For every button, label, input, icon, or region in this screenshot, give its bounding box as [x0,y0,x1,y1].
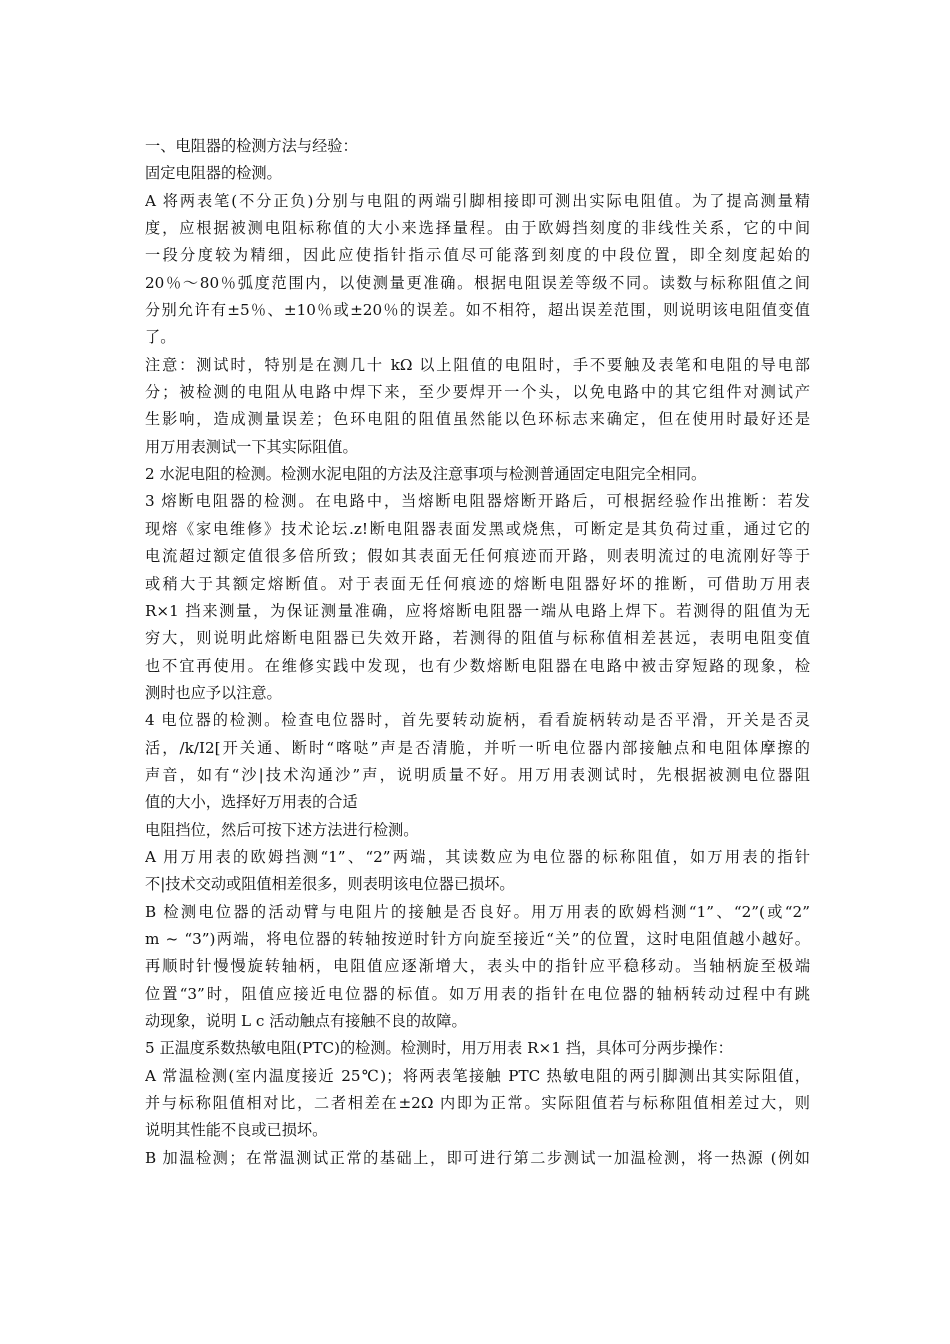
text-line: 电流超过额定值很多倍所致；假如其表面无任何痕迹而开路，则表明流过的电流刚好等于 [145,547,810,566]
text-line: 位置“3”时，阻值应接近电位器的标值。如万用表的指针在电位器的轴柄转动过程中有跳 [145,984,810,1003]
text-line: 不|技术交动或阻值相差很多，则表明该电位器已损坏。 [145,875,515,894]
text-line: 度，应根据被测电阻标称值的大小来选择量程。由于欧姆挡刻度的非线性关系，它的中间 [145,219,810,238]
text-line: 5 正温度系数热敏电阻(PTC)的检测。检测时，用万用表 R×1 挡，具体可分两步操作： [145,1039,733,1058]
text-line: 生影响，造成测量误差；色环电阻的阻值虽然能以色环标志来确定，但在使用时最好还是 [145,410,810,429]
text-line: 声音，如有“沙|技术沟通沙”声，说明质量不好。用万用表测试时，先根据被测电位器阻 [145,765,810,784]
text-line: 值的大小，选择好万用表的合适 [145,793,358,812]
text-line: 穷大，则说明此熔断电阻器已失效开路，若测得的阻值与标称值相差甚远，表明电阻变值 [145,629,810,648]
text-line: m ~ “3”)两端，将电位器的转轴按逆时针方向旋至接近“关”的位置，这时电阻值越小越好。 [145,929,810,948]
text-line: 注意：测试时，特别是在测几十 kΩ 以上阻值的电阻时，手不要触及表笔和电阻的导电部 [145,355,810,374]
text-line: R×1 挡来测量，为保证测量准确，应将熔断电阻器一端从电路上焊下。若测得的阻值为无 [145,601,810,620]
text-line: 活，/k/I2[开关通、断时“喀哒”声是否清脆，并听一听电位器内部接触点和电阻体摩擦的 [145,738,810,757]
text-line: 电阻挡位，然后可按下述方法进行检测。 [145,820,419,839]
text-line: A 将两表笔(不分正负)分别与电阻的两端引脚相接即可测出实际电阻值。为了提高测量精 [145,191,810,210]
text-line: 分别允许有±5％、±10％或±20％的误差。如不相符，超出误差范围，则说明该电阻值变值 [145,301,810,320]
text-line: A 用万用表的欧姆挡测“1”、“2”两端，其读数应为电位器的标称阻值，如万用表的指针 [145,847,810,866]
text-line: 一、电阻器的检测方法与经验： [145,137,358,155]
text-line: 4 电位器的检测。检查电位器时，首先要转动旋柄，看看旋柄转动是否平滑，开关是否灵 [145,711,810,730]
text-line: 也不宜再使用。在维修实践中发现，也有少数熔断电阻器在电路中被击穿短路的现象，检 [145,656,810,675]
text-line: 分；被检测的电阻从电路中焊下来，至少要焊开一个头，以免电路中的其它组件对测试产 [145,383,810,402]
text-line: 固定电阻器的检测。 [145,164,282,183]
text-line: 3 熔断电阻器的检测。在电路中，当熔断电阻器熔断开路后，可根据经验作出推断：若发 [145,492,810,511]
text-line: 20％～80％弧度范围内，以使测量更准确。根据电阻误差等级不同。读数与标称阻值之间 [145,273,810,292]
text-line: 一段分度较为精细，因此应使指针指示值尽可能落到刻度的中段位置，即全刻度起始的 [145,246,810,265]
text-line: B 加温检测；在常温测试正常的基础上，即可进行第二步测试一加温检测，将一热源 (例如 [145,1148,810,1167]
text-line: 说明其性能不良或已损坏。 [145,1121,328,1140]
text-line: 动现象，说明 L c 活动触点有接触不良的故障。 [145,1012,467,1030]
text-line: 用万用表测试一下其实际阻值。 [145,437,358,456]
text-line: 现熔《家电维修》技术论坛.z!断电阻器表面发黑或烧焦，可断定是其负荷过重，通过它的 [145,519,810,538]
text-line: A 常温检测(室内温度接近 25℃)；将两表笔接触 PTC 热敏电阻的两引脚测出其实际阻值， [145,1066,810,1085]
text-line: B 检测电位器的活动臂与电阻片的接触是否良好。用万用表的欧姆档测“1”、“2”(或“2” [145,902,810,921]
text-line: 再顺时针慢慢旋转轴柄，电阻值应逐渐增大，表头中的指针应平稳移动。当轴柄旋至极端 [145,957,810,976]
text-line: 测时也应予以注意。 [145,683,282,702]
text-line: 或稍大于其额定熔断值。对于表面无任何痕迹的熔断电阻器好坏的推断，可借助万用表 [145,574,810,593]
text-line: 并与标称阻值相对比，二者相差在±2Ω 内即为正常。实际阻值若与标称阻值相差过大，则 [145,1094,810,1113]
text-line: 2 水泥电阻的检测。检测水泥电阻的方法及注意事项与检测普通固定电阻完全相同。 [145,465,707,484]
document-page [145,133,810,1172]
text-line: 了。 [145,328,176,347]
